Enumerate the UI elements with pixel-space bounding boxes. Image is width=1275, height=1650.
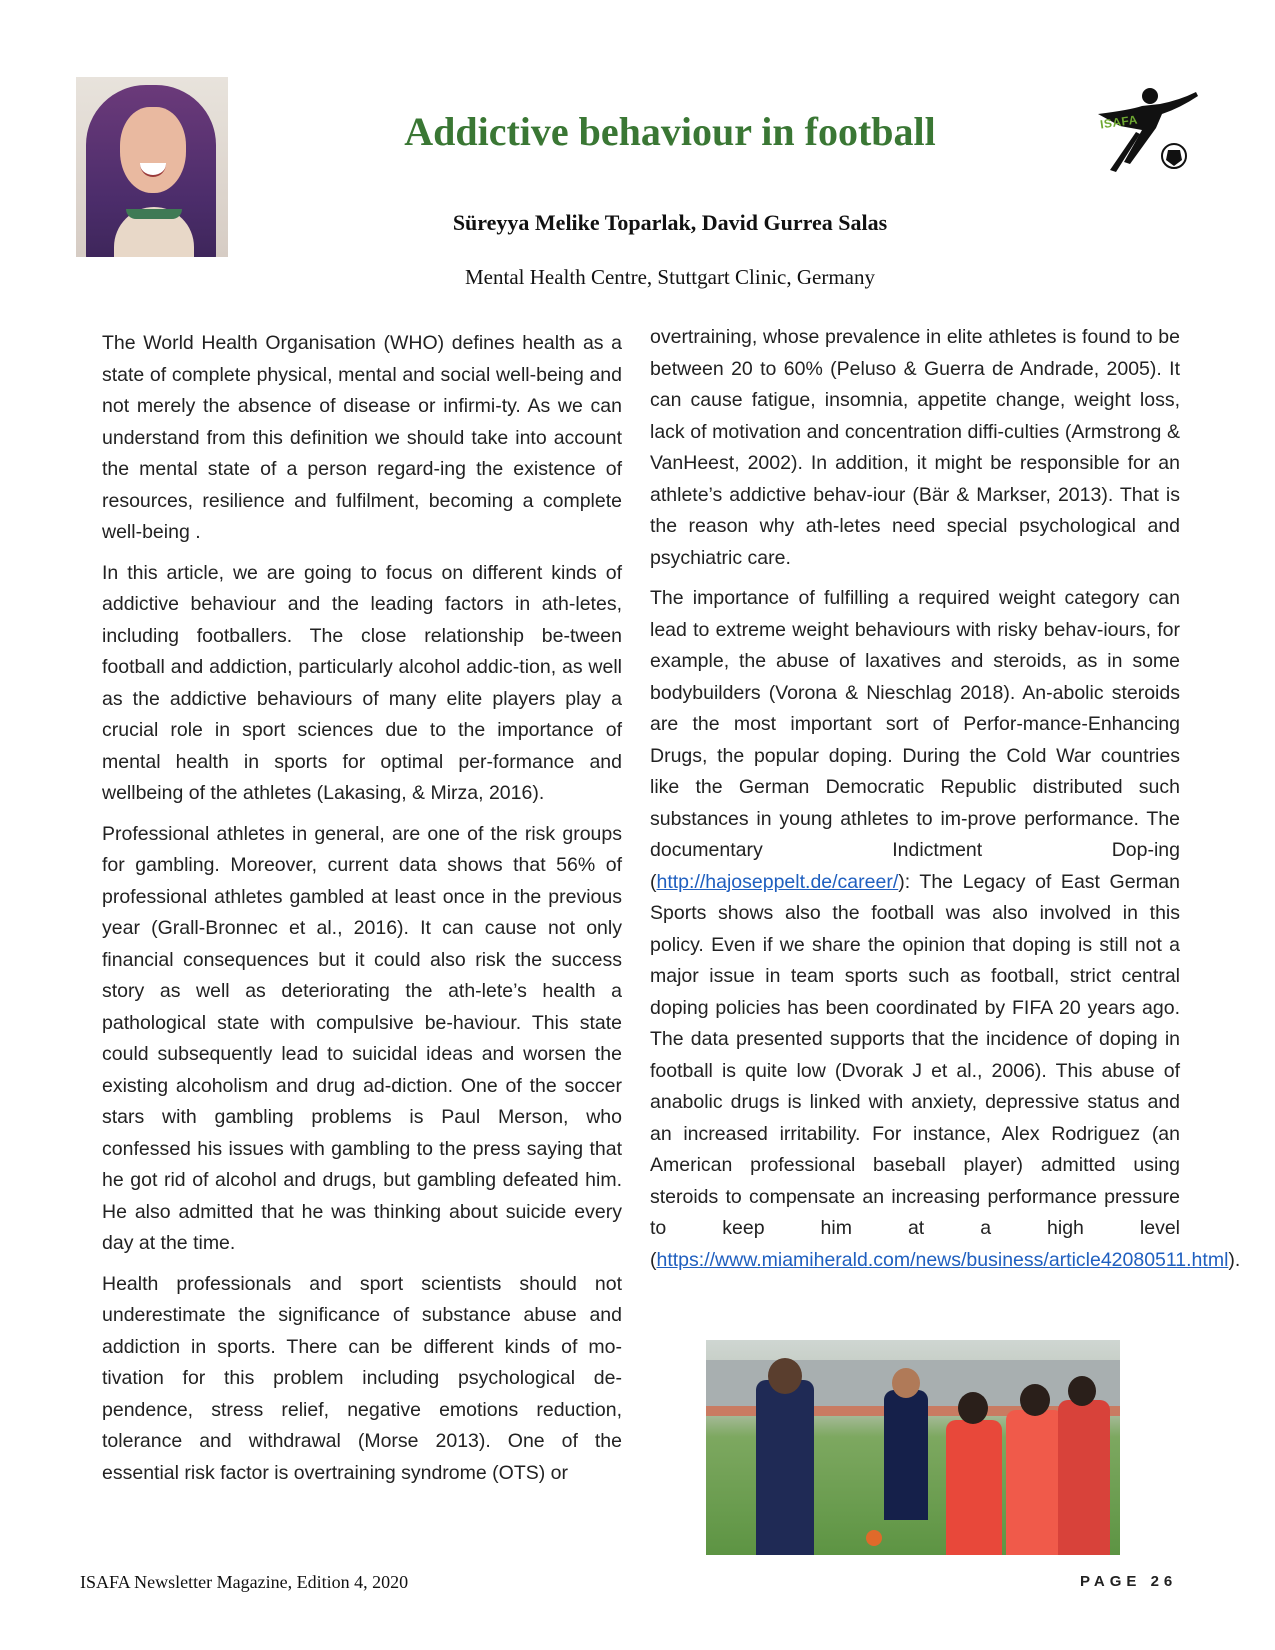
photo-person-coach xyxy=(756,1380,814,1555)
left-paragraph-3: Professional athletes in general, are one of the risk groups for gambling. Moreover, current data shows that 56% of professional athletes gambled at least once in the previous year (Grall-Bronnec et al., 2016). It can cause not only financial consequences but it could also risk the success story as well as deteriorating the ath-lete’s health a pathological state with compulsive be-haviour. This state could subsequently lead to suicidal ideas and worsen the existing alcoholism and drug ad-diction. One of the soccer stars with gambling problems is Paul Merson, who confessed his issues with gambling to the press saying that he got rid of alcohol and drugs, but gambling defeated him. He also admitted that he was thinking about suicide every day at the time. xyxy=(102,822,622,1254)
right-paragraph-2-text-b: ): The Legacy of East German Sports shows also the football was also involved in this policy. Even if we share the opinion that doping is still not a major issue in team sports such as football, strict central doping policies has been coordinated by FIFA 20 years ago. The data presented supports that the incidence of doping in football is quite low (Dvorak J et al., 2006). This abuse of anabolic drugs is linked with anxiety, depressive status and an increased irritability. For instance, Alex Rodriguez (an American professional baseball player) admitted using steroids to compensate an increasing performance pressure to keep him at a high level ( xyxy=(650,870,1180,1271)
photo-ball xyxy=(866,1530,882,1546)
article-title: Addictive behaviour in football xyxy=(404,109,936,154)
football-training-photo xyxy=(706,1340,1120,1555)
right-paragraph-2-text-a: The importance of fulfilling a required weight category can lead to extreme weight behaviours with risky behav-iours, for example, the abuse of laxatives and steroids, as in some bodybuilders (Vorona & Nieschlag 2018). An-abolic steroids are the most important sort of Perfor-mance-Enhancing Drugs, the popular doping. During the Cold War countries like the German Democratic Republic distributed such substances in young athletes to im-prove performance. The documentary Indictment Dop-ing ( xyxy=(650,587,1180,893)
article-authors: Süreyya Melike Toparlak, David Gurrea Salas xyxy=(452,210,888,235)
footer-edition: ISAFA Newsletter Magazine, Edition 4, 2020 xyxy=(80,1572,409,1592)
left-paragraph-2: In this article, we are going to focus on different kinds of addictive behaviour and the leading factors in ath-letes, including footballers. The close relationship be-tween football and addiction, particularly alcohol addic-tion, as well as the addictive behaviours of many elite players play a crucial role in sport sciences due to the importance of mental health in sports for optimal per-formance and wellbeing of the athletes (Lakasing, & Mirza, 2016). xyxy=(102,561,622,804)
photo-head-red-3 xyxy=(1068,1376,1096,1406)
photo-person-red-3 xyxy=(1058,1400,1110,1555)
left-column xyxy=(102,328,622,1498)
right-column xyxy=(650,322,1241,1285)
photo-person-red-2 xyxy=(1006,1410,1064,1555)
photo-person-red-1 xyxy=(946,1420,1002,1555)
author-portrait-image xyxy=(76,77,228,257)
miamiherald-link[interactable]: https://www.miamiherald.com/news/business/article42080511.html xyxy=(656,1248,1229,1271)
isafa-logo-text: ISAFA xyxy=(1099,112,1139,132)
photo-head-center xyxy=(892,1368,920,1398)
right-paragraph-2 xyxy=(650,583,1241,1276)
photo-head-red-2 xyxy=(1020,1384,1050,1416)
article-affiliation: Mental Health Centre, Stuttgart Clinic, Germany xyxy=(465,265,875,289)
footer-page-number: PAGE 26 xyxy=(1080,1573,1178,1590)
left-paragraph-4: Health professionals and sport scientists should not underestimate the significance of substance abuse and addiction in sports. There can be different kinds of mo-tivation for this problem including psychological de-pendence, stress relief, negative emotions reduction, tolerance and withdrawal (Morse 2013). One of the essential risk factor is overtraining syndrome (OTS) or xyxy=(102,1272,622,1484)
left-paragraph-1: The World Health Organisation (WHO) defines health as a state of complete physical, mental and social well-being and not merely the absence of disease or infirmi-ty. As we can understand from this definition we should take into account the mental state of a person regard-ing the existence of resources, resilience and fulfilment, becoming a complete well-being . xyxy=(102,332,622,543)
right-paragraph-2-text-c: ). xyxy=(1228,1248,1241,1271)
photo-person-center xyxy=(884,1390,928,1520)
portrait-face xyxy=(120,107,186,193)
right-paragraph-1: overtraining, whose prevalence in elite athletes is found to be between 20 to 60% (Peluso & Guerra de Andrade, 2005). It can cause fatigue, insomnia, appetite change, weight loss, lack of motivation and concentration diffi-culties (Armstrong & VanHeest, 2002). In addition, it might be responsible for an athlete’s addictive behav-iour (Bär & Markser, 2013). That is the reason why ath-letes need special psychological and psychiatric care. xyxy=(650,326,1180,569)
photo-head-red-1 xyxy=(958,1392,988,1424)
photo-head-coach xyxy=(768,1358,802,1394)
hajoseppelt-link[interactable]: http://hajoseppelt.de/career/ xyxy=(656,870,899,893)
portrait-necklace xyxy=(126,209,182,219)
